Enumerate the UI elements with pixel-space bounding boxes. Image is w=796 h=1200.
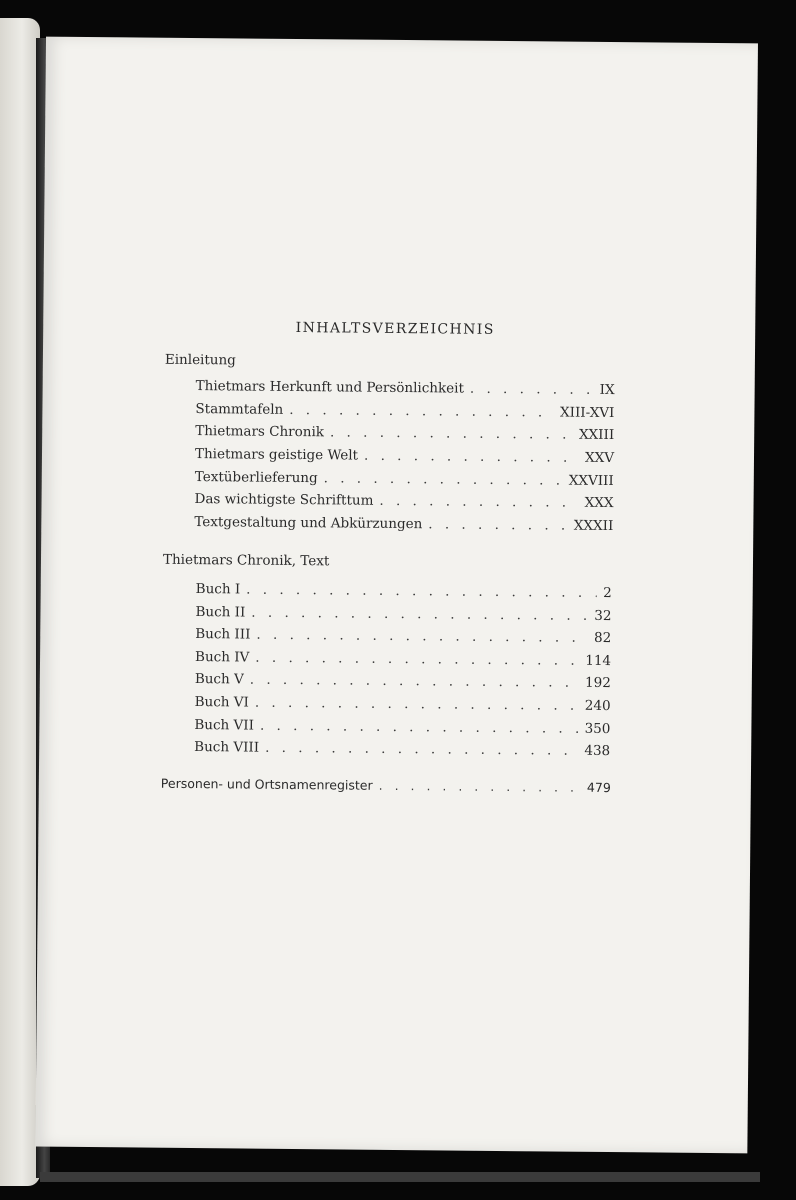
toc-entry-title: Stammtafeln — [195, 400, 284, 418]
toc-entry-page: 2 — [603, 584, 612, 601]
toc-entry-page: XXX — [584, 494, 614, 512]
toc-entry-register — [161, 772, 611, 799]
dot-leader — [428, 513, 568, 537]
toc-entry-title: Textgestaltung und Abkürzungen — [194, 513, 423, 532]
toc-list-chronicle — [161, 578, 613, 763]
toc-entry-page: 479 — [586, 779, 611, 795]
dot-leader — [289, 399, 554, 424]
toc-entry-title: Buch VIII — [194, 739, 260, 756]
dot-leader — [324, 467, 563, 492]
toc-entry-title: Thietmars geistige Welt — [194, 446, 359, 464]
toc-list-introduction — [163, 375, 614, 537]
dot-leader — [379, 490, 579, 515]
toc-entry-page: 32 — [594, 607, 612, 624]
toc-entry-page: 114 — [585, 652, 612, 669]
toc-entry-title: Buch II — [195, 603, 246, 621]
section-label-chronicle: Thietmars Chronik, Text — [162, 552, 330, 570]
toc-entry-title: Buch I — [195, 580, 241, 598]
page-title: INHALTSVERZEICHNIS — [295, 319, 495, 338]
facing-page-edge — [0, 18, 40, 1186]
toc-entry-page: 240 — [584, 697, 611, 714]
table-of-contents — [161, 316, 616, 800]
dot-leader — [251, 601, 588, 627]
dot-leader — [255, 692, 579, 718]
page-stack-edge — [40, 1172, 760, 1182]
toc-entry — [161, 736, 610, 763]
toc-entry-page: XXXII — [573, 517, 614, 534]
book-page — [35, 37, 758, 1154]
toc-entry-title: Textüberlieferung — [194, 468, 318, 486]
toc-entry-title: Buch III — [195, 626, 251, 643]
section-label-introduction: Einleitung — [164, 351, 236, 369]
toc-entry-page: IX — [599, 382, 615, 399]
toc-entry — [163, 510, 613, 537]
toc-entry-page: XXV — [584, 449, 615, 467]
toc-entry-page: XIII-XVI — [559, 404, 615, 421]
toc-entry-title: Thietmars Chronik — [195, 423, 325, 441]
toc-entry-title: Personen- und Ortsnamenregister — [160, 775, 373, 793]
toc-entry-page: XXVIII — [568, 472, 614, 489]
toc-entry-title: Buch VII — [194, 716, 255, 734]
dot-leader — [470, 378, 594, 402]
toc-entry-title: Thietmars Herkunft und Persönlichkeit — [195, 378, 464, 397]
dot-leader — [330, 422, 573, 447]
dot-leader — [255, 646, 579, 672]
toc-entry-page: 350 — [584, 720, 611, 737]
dot-leader — [250, 669, 579, 695]
toc-entry-title: Buch V — [194, 671, 244, 688]
toc-entry-page: 438 — [584, 742, 611, 760]
dot-leader — [246, 578, 597, 604]
dot-leader — [256, 624, 588, 650]
dot-leader — [364, 445, 579, 470]
toc-entry-title: Buch IV — [194, 648, 250, 666]
dot-leader — [379, 774, 582, 799]
dot-leader — [260, 714, 579, 740]
toc-entry-title: Buch VI — [194, 693, 249, 711]
toc-entry-title: Das wichtigste Schrifttum — [194, 491, 374, 509]
toc-entry-page: 82 — [594, 629, 612, 647]
dot-leader — [265, 737, 578, 763]
toc-entry-page: 192 — [584, 675, 611, 692]
toc-entry-page: XXIII — [578, 427, 615, 444]
